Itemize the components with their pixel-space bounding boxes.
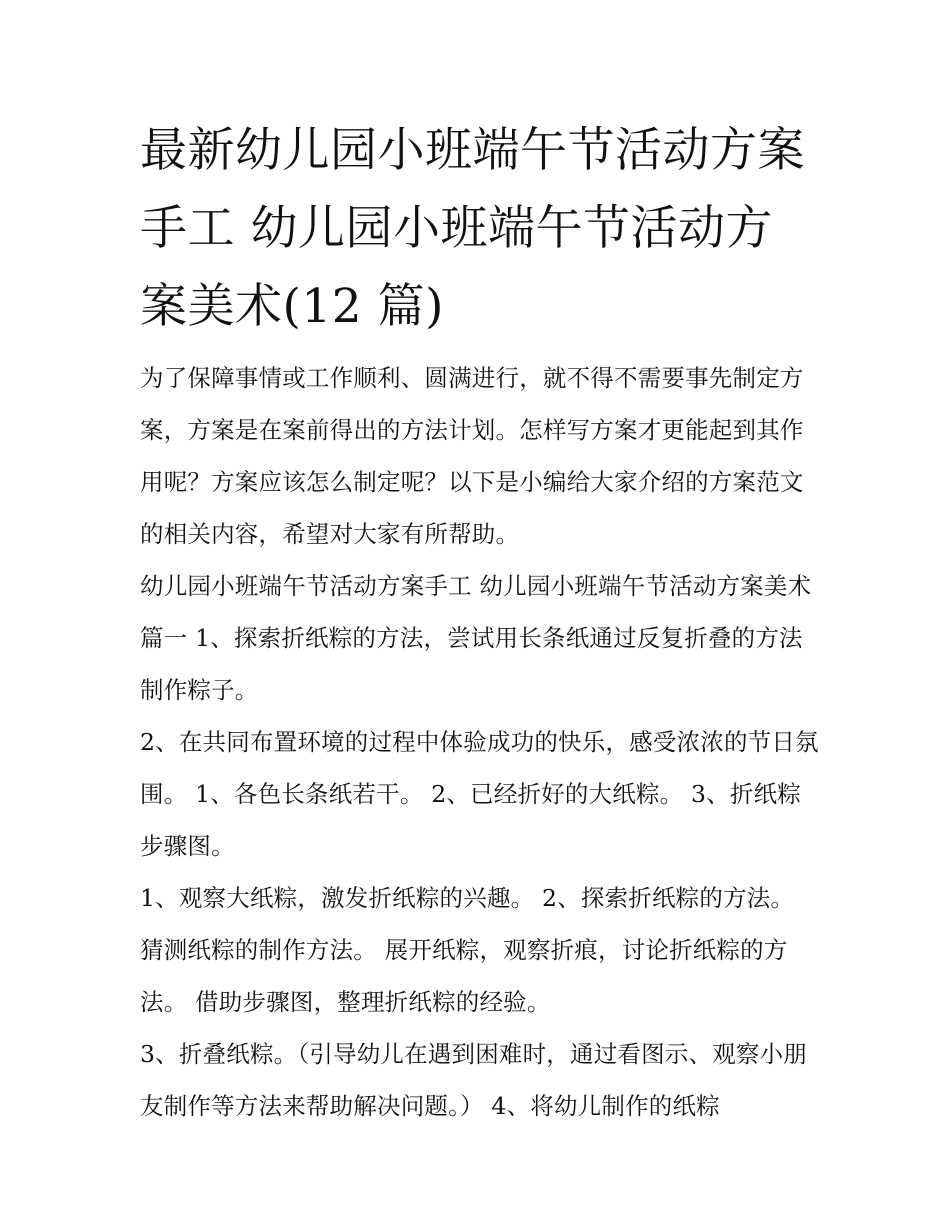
document-body: [140, 352, 820, 1132]
paragraph-intro: 为了保障事情或工作顺利、圆满进行，就不得不需要事先制定方案，方案是在案前得出的方法计划。怎样写方案才更能起到其作用呢？方案应该怎么制定呢？以下是小编给大家介绍的方案范文的相关内容，希望对大家有所帮助。: [140, 364, 804, 548]
paragraph-goal-1: 幼儿园小班端午节活动方案手工 幼儿园小班端午节活动方案美术篇一 1、探索折纸粽的方法，尝试用长条纸通过反复折叠的方法制作粽子。: [140, 572, 812, 704]
paragraph-process-2: 3、折叠纸粽。（引导幼儿在遇到困难时，通过看图示、观察小朋友制作等方法来帮助解决问题。） 4、将幼儿制作的纸粽: [140, 1040, 808, 1120]
document-title: 最新幼儿园小班端午节活动方案手工 幼儿园小班端午节活动方案美术(12 篇): [140, 123, 805, 334]
paragraph-goal-2-materials: 2、在共同布置环境的过程中体验成功的快乐，感受浓浓的节日氛围。 1、各色长条纸若干。 2、已经折好的大纸粽。 3、折纸粽步骤图。: [140, 728, 819, 860]
paragraph-process-1: 1、观察大纸粽，激发折纸粽的兴趣。 2、探索折纸粽的方法。 猜测纸粽的制作方法。 展开纸粽，观察折痕，讨论折纸粽的方法。 借助步骤图，整理折纸粽的经验。: [140, 884, 795, 1016]
